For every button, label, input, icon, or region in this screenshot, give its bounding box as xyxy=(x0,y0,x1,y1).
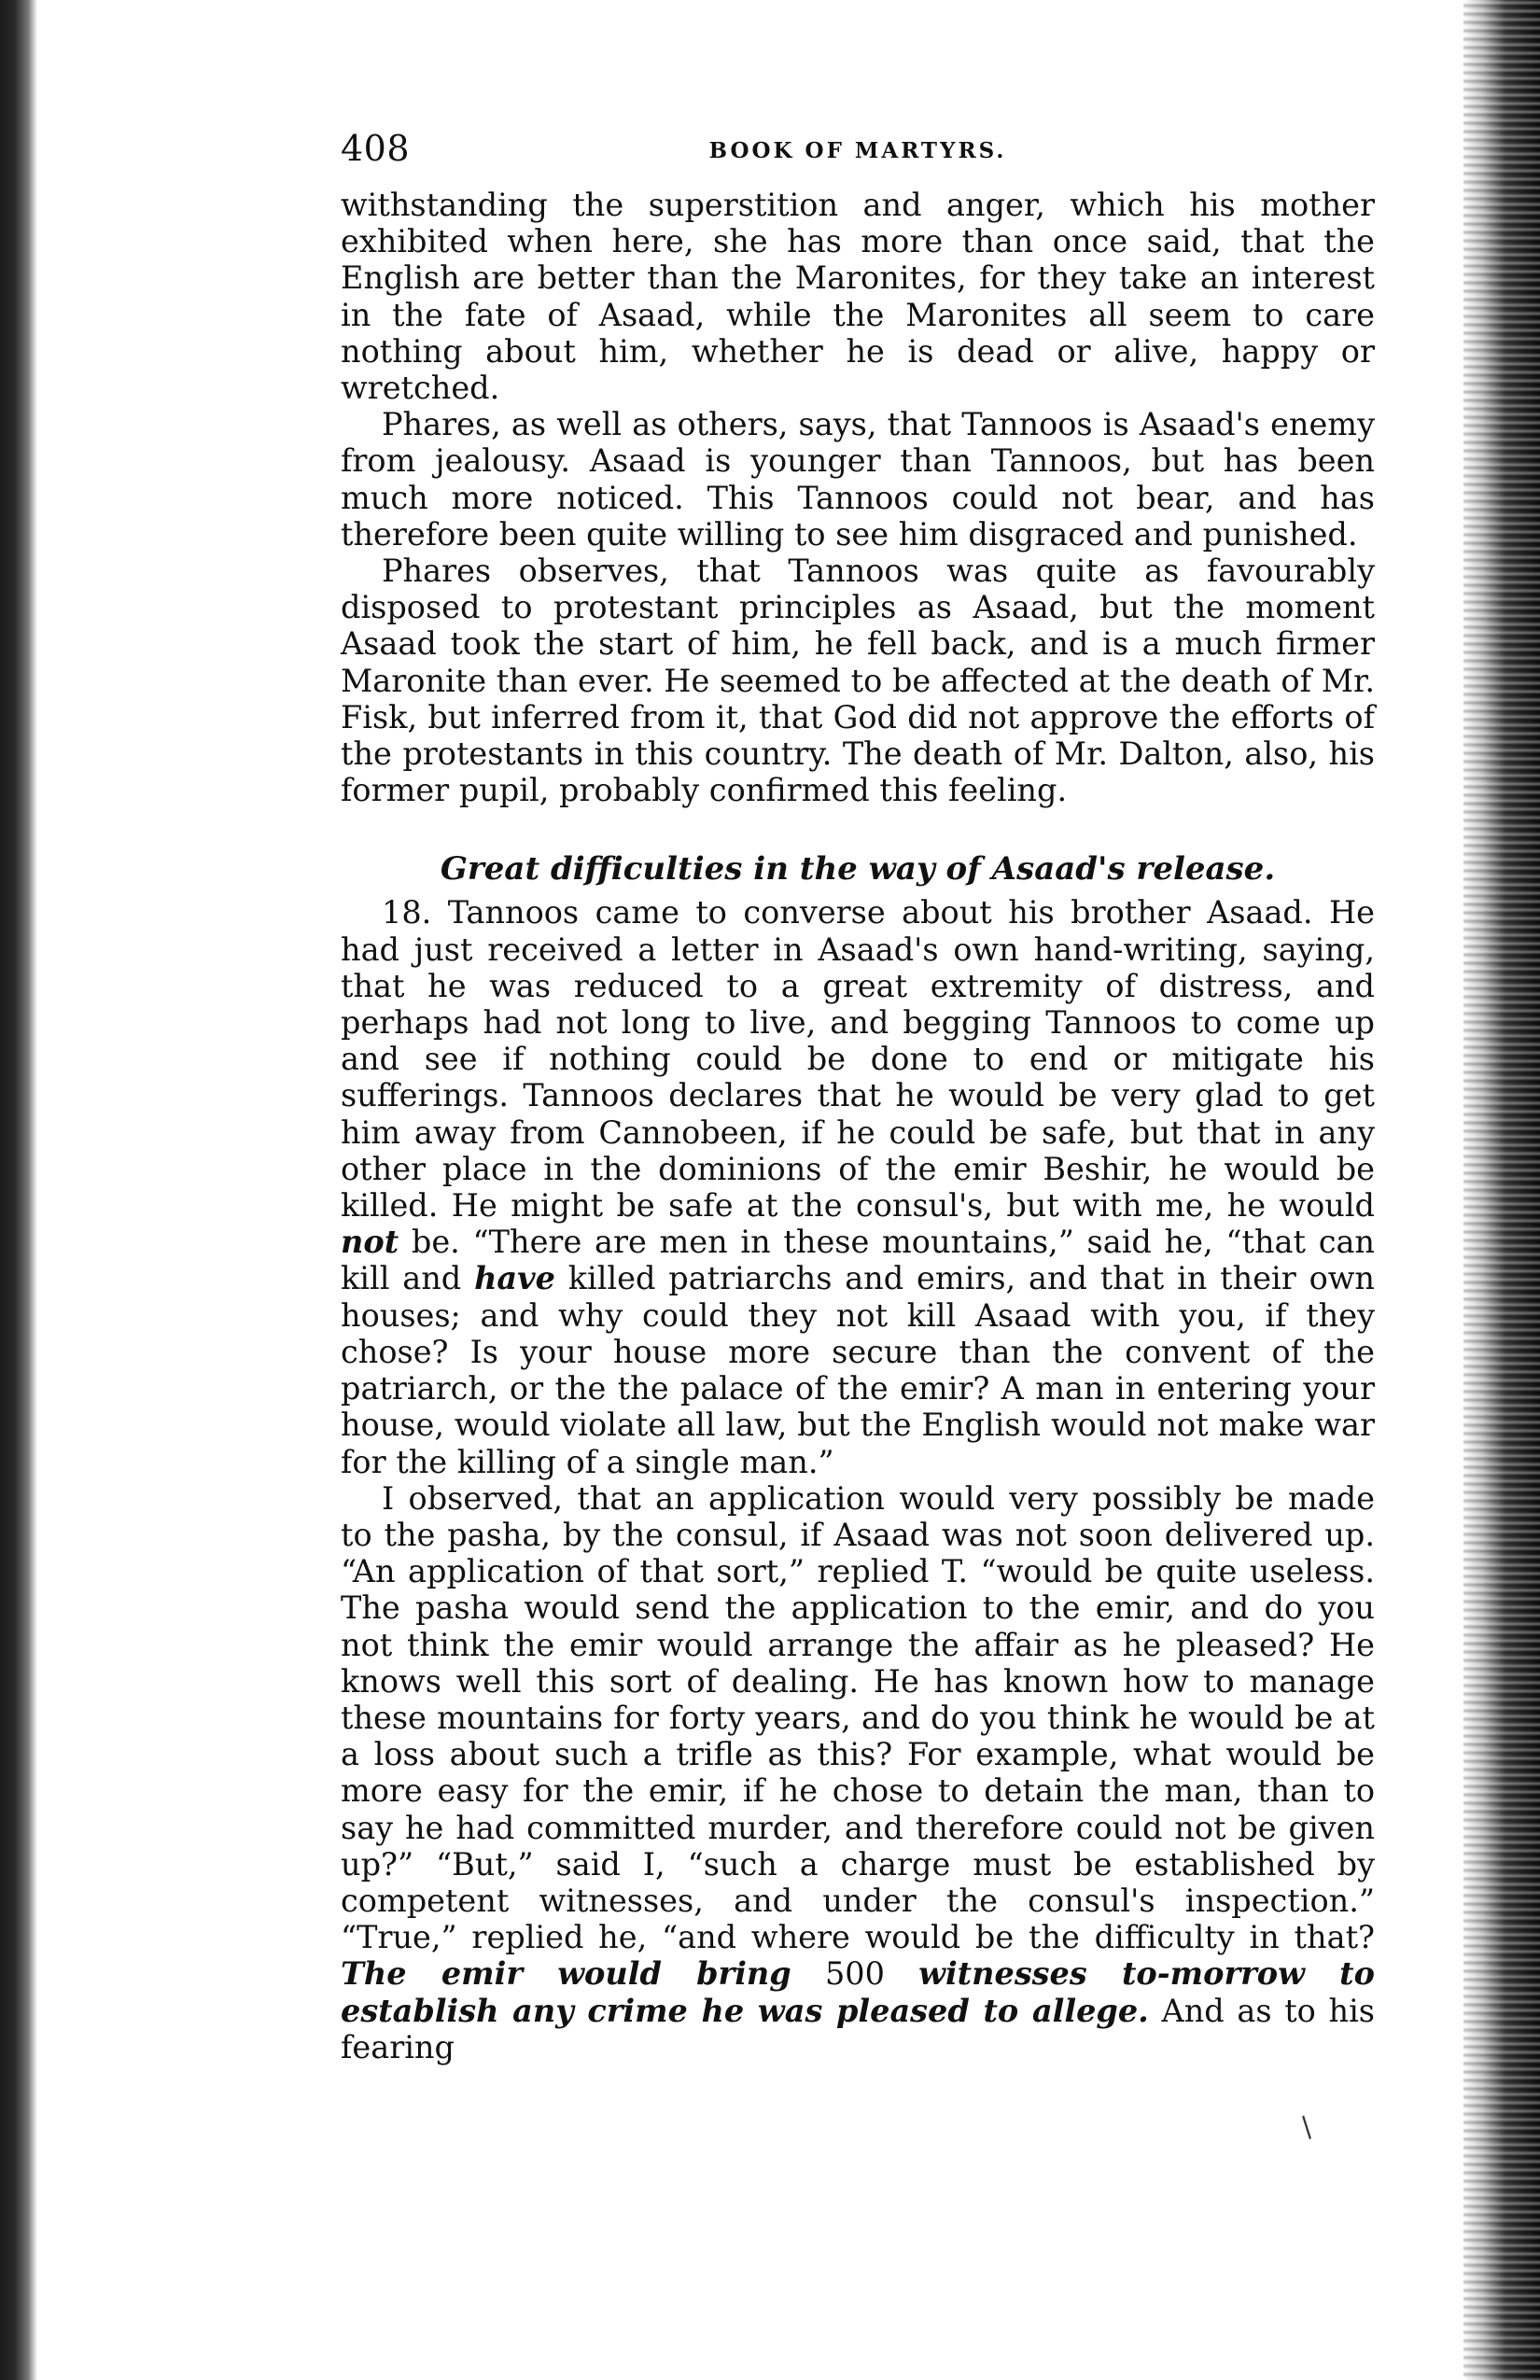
paragraph-18-tannoos xyxy=(341,894,1375,1479)
text-run: be. “There are men in these mountains,” said he, “that can kill and xyxy=(341,1224,1375,1297)
page-header xyxy=(341,125,1375,181)
paragraph-application xyxy=(341,1480,1375,2065)
stray-pencil-mark: / xyxy=(1293,2111,1321,2144)
text-run: And as to his fearing xyxy=(341,1992,1375,2065)
number-500: 500 xyxy=(791,1955,919,1993)
emphasis-witnesses: witnesses to-morrow to establish any crime he was pleased to allege. xyxy=(341,1955,1375,2029)
text-run: 18. Tannoos came to converse about his brother Asaad. He had just received a letter in Asaad's own hand-writing, saying, that he was reduced to a great extremity of distress, and perhaps had not long to live, and begging Tannoos to come up and see if nothing could be done to end or mitigate his sufferings. Tannoos declares that he would be very glad to get him away from Cannobeen, if he could be safe, but that in any other place in the dominions of the emir Beshir, he would be killed. He might be safe at the consul's, but with me, he would xyxy=(341,894,1375,1225)
spine-shadow xyxy=(0,0,37,2380)
text-run: killed patriarchs and emirs, and that in their own houses; and why could they not kill Asaad with you, if they chose? Is your house more secure than the convent of the patriarch, or the the palace of the emir? A man in entering your house, would violate all law, but the English would not make war for the killing of a single man.” xyxy=(341,1260,1376,1480)
section-heading: Great difficulties in the way of Asaad's release. xyxy=(440,850,1276,889)
paragraph-continued: withstanding the superstition and anger, which his mother exhibited when here, she has more than once said, that the English are better than the Maronites, for they take an interest in the fate of Asaad, while the Maronites all seem to care nothing about him, whether he is dead or alive, happy or wretched. xyxy=(341,187,1375,407)
page-edge xyxy=(1463,0,1540,2380)
page-text-block xyxy=(341,125,1375,2065)
emphasis-have: have xyxy=(474,1260,555,1297)
text-run: I observed, that an application would very possibly be made to the pasha, by the consul, if Asaad was not soon delivered up. “An application of that sort,” replied T. “would be quite useless. The pasha would send the application to the emir, and do you not think the emir would arrange the affair as he pleased? He knows well this sort of dealing. He has known how to manage these mountains for forty years, and do you think he would be at a loss about such a trifle as this? For example, what would be more easy for the emir, if he chose to detain the man, than to say he had committed murder, and therefore could not be given up?” “But,” said I, “such a charge must be established by competent witnesses, and under the consul's inspection.” “True,” replied he, “and where would be the difficulty in that? xyxy=(341,1479,1375,1956)
running-title: BOOK OF MARTYRS. xyxy=(708,138,1007,163)
emphasis-emir-would-bring: The emir would bring xyxy=(341,1955,791,1993)
paragraph-phares-observes: Phares observes, that Tannoos was quite as favourably disposed to protestant principles as Asaad, but the moment Asaad took the start of him, he fell back, and is a much firmer Maronite than ever. He seemed to be affected at the death of Mr. Fisk, but inferred from it, that God did not approve the efforts of the protestants in this country. The death of Mr. Dalton, also, his former pupil, probably confirmed this feeling. xyxy=(341,553,1375,809)
paragraph-phares-jealousy: Phares, as well as others, says, that Tannoos is Asaad's enemy from jealousy. Asaad is younger than Tannoos, but has been much more noticed. This Tannoos could not bear, and has therefore been quite willing to see him disgraced and punished. xyxy=(341,406,1375,553)
emphasis-not: not xyxy=(341,1224,399,1261)
page-number: 408 xyxy=(341,128,411,169)
